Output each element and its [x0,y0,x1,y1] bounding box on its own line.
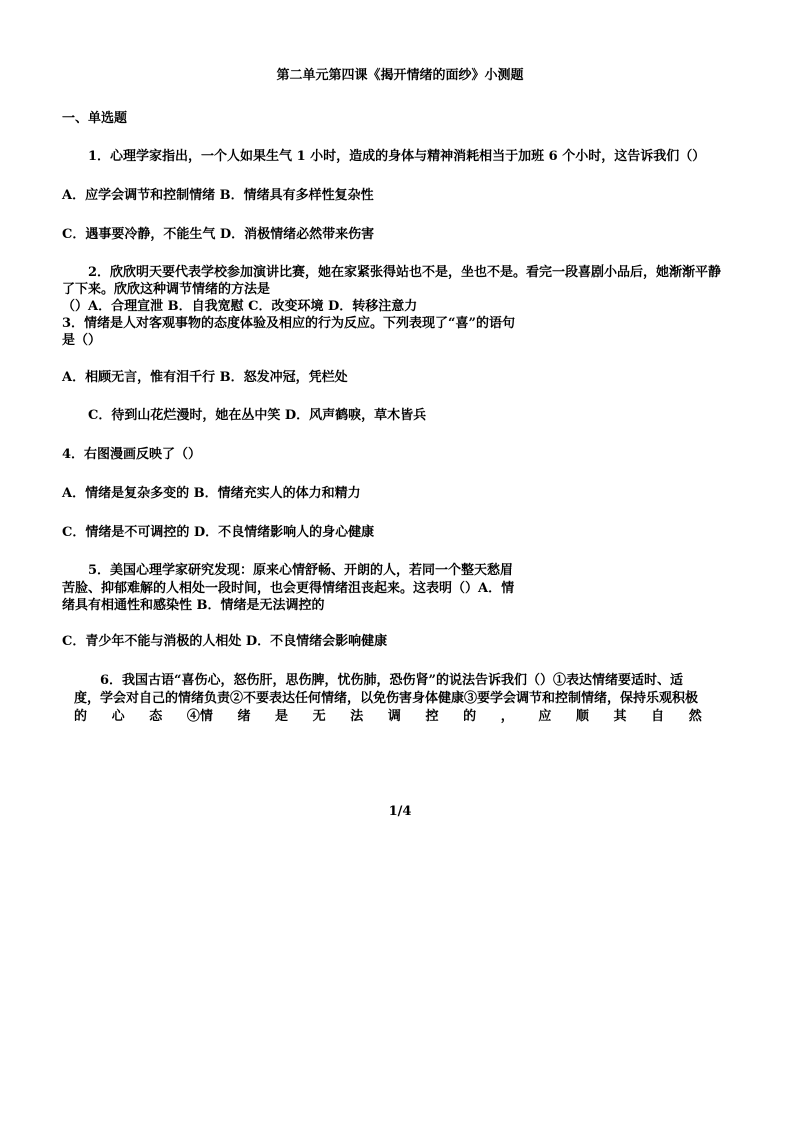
question-6-stem-line3 [74,709,702,725]
q6-char: 顺 [575,709,589,724]
q6-char: 调 [387,709,401,724]
q6-char: 的 [74,709,88,724]
q6-char: 法 [350,709,364,724]
q6-char: 然 [688,709,702,724]
q6-char: 应 [538,709,552,724]
question-4-options-ab: A．情绪是复杂多变的 B．情绪充实人的体力和精力 [62,486,361,501]
q6-char: 心 [111,709,125,724]
question-2-options: （）A．合理宣泄 B．自我宽慰 C．改变环境 D．转移注意力 [62,299,418,314]
question-1-options-ab: A．应学会调节和控制情绪 B．情绪具有多样性复杂性 [62,188,374,203]
question-6-stem-line1: 6．我国古语“喜伤心，怒伤肝，思伤脾，忧伤肺，恐伤肾”的说法告诉我们（）①表达情绪要适时、适 [100,673,684,688]
q6-char: ， [500,709,514,724]
page-number: 1/4 [388,804,412,819]
question-5-stem-line1: 5．美国心理学家研究发现：原来心情舒畅、开朗的人，若同一个整天愁眉 [88,563,514,578]
q6-char: 的 [463,709,477,724]
question-5-stem-line2: 苦脸、抑郁难解的人相处一段时间，也会更得情绪沮丧起来。这表明（）A．情 [62,581,515,596]
q6-char: 无 [312,709,326,724]
question-3-options-cd: C．待到山花烂漫时，她在丛中笑 D．风声鹤唳，草木皆兵 [88,408,427,423]
question-2-stem-line2: 了下来。欣欣这种调节情绪的方法是 [62,282,271,297]
q6-char: 其 [613,709,627,724]
question-6-stem-line2: 度，学会对自己的情绪负责②不要表达任何情绪，以免伤害身体健康③要学会调节和控制情绪，保持乐观积极 [74,691,699,706]
q6-char: 态 [149,709,163,724]
question-2-stem-line1: 2．欣欣明天要代表学校参加演讲比赛，她在家紧张得站也不是，坐也不是。看完一段喜剧小品后，她渐渐平静 [88,265,722,280]
section-heading: 一、单选题 [62,111,128,126]
question-3-stem-line1: 3．情绪是人对客观事物的态度体验及相应的行为反应。下列表现了“喜”的语句 [62,316,516,331]
q6-char: 控 [425,709,439,724]
q6-char: 是 [275,709,289,724]
q6-char: ④情 [186,709,213,724]
question-4-options-cd: C．情绪是不可调控的 D．不良情绪影响人的身心健康 [62,525,375,540]
question-5-options-cd: C．青少年不能与消极的人相处 D．不良情绪会影响健康 [62,634,388,649]
page-title: 第二单元第四课《揭开情绪的面纱》小测题 [276,68,524,83]
question-5-stem-line3: 绪具有相通性和感染性 B．情绪是无法调控的 [62,598,325,613]
q6-char: 绪 [237,709,251,724]
question-3-stem-line2: 是（） [62,333,102,348]
question-1-options-cd: C．遇事要冷静，不能生气 D．消极情绪必然带来伤害 [62,227,375,242]
question-4-stem: 4．右图漫画反映了（） [62,447,202,462]
question-1-stem: 1．心理学家指出，一个人如果生气 1 小时，造成的身体与精神消耗相当于加班 6 个小时，这告诉我们（） [88,149,706,164]
q6-char: 自 [651,709,665,724]
question-3-options-ab: A．相顾无言，惟有泪千行 B．怒发冲冠，凭栏处 [62,370,348,385]
